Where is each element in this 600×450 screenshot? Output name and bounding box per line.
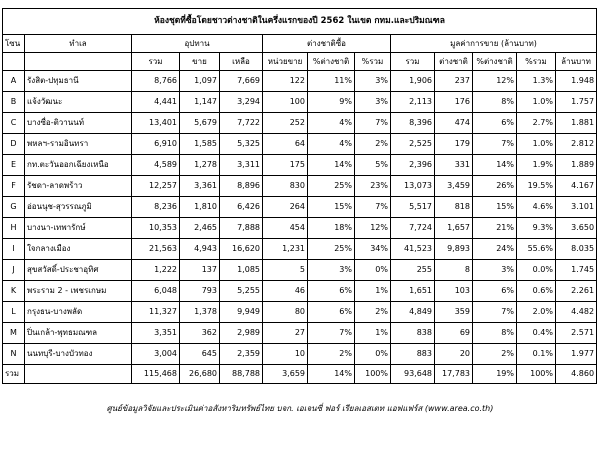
table-cell: 1,085	[220, 260, 263, 281]
table-cell: 3%	[308, 260, 355, 281]
location-name: อ่อนนุช-สุวรรณภูมิ	[25, 197, 132, 218]
table-cell: 15%	[473, 197, 517, 218]
table-row	[3, 134, 597, 155]
foreign-condo-table	[2, 8, 597, 384]
table-cell: 23%	[355, 176, 391, 197]
total-cell: 93,648	[391, 365, 435, 384]
zone-code: J	[3, 260, 25, 281]
zone-code: D	[3, 134, 25, 155]
table-cell: 7%	[473, 302, 517, 323]
total-cell: 100%	[355, 365, 391, 384]
table-cell: 793	[180, 281, 220, 302]
table-row	[3, 344, 597, 365]
table-cell: 3,459	[435, 176, 473, 197]
location-name: บางซื่อ-ติวานนท์	[25, 113, 132, 134]
table-cell: 14%	[308, 155, 355, 176]
table-cell: 9%	[308, 92, 355, 113]
table-cell: 1%	[355, 281, 391, 302]
zone-code: K	[3, 281, 25, 302]
table-cell: 1.881	[556, 113, 597, 134]
table-cell: 5,517	[391, 197, 435, 218]
table-cell: 176	[435, 92, 473, 113]
table-cell: 26%	[473, 176, 517, 197]
table-cell: 5,325	[220, 134, 263, 155]
table-cell: 3,351	[132, 323, 180, 344]
table-cell: 6,426	[220, 197, 263, 218]
table-cell: 8,236	[132, 197, 180, 218]
table-cell: 2,359	[220, 344, 263, 365]
table-cell: 64	[263, 134, 308, 155]
table-cell: 21%	[473, 218, 517, 239]
table-cell: 6,048	[132, 281, 180, 302]
table-cell: 6%	[473, 281, 517, 302]
table-cell: 7,724	[391, 218, 435, 239]
table-row	[3, 323, 597, 344]
table-row	[3, 239, 597, 260]
header-foreign-buy: ต่างชาติซื้อ	[263, 35, 391, 53]
total-cell: 19%	[473, 365, 517, 384]
table-cell: 7,888	[220, 218, 263, 239]
table-cell: 13,401	[132, 113, 180, 134]
total-row	[3, 365, 597, 384]
table-cell: 103	[435, 281, 473, 302]
table-row	[3, 302, 597, 323]
table-cell: 2,525	[391, 134, 435, 155]
header-zone: โซน	[3, 35, 25, 53]
table-cell: 11,327	[132, 302, 180, 323]
location-name: นนทบุรี-บางบัวทอง	[25, 344, 132, 365]
table-cell: 7,669	[220, 71, 263, 92]
table-cell: 2,465	[180, 218, 220, 239]
zone-code: N	[3, 344, 25, 365]
table-cell: 80	[263, 302, 308, 323]
table-cell: 1.0%	[517, 92, 556, 113]
table-cell: 4.6%	[517, 197, 556, 218]
location-name: พหลฯ-รามอินทรา	[25, 134, 132, 155]
table-cell: 179	[435, 134, 473, 155]
table-cell: 2.571	[556, 323, 597, 344]
table-cell: 9,893	[435, 239, 473, 260]
header-sold: ขาย	[180, 53, 220, 71]
table-row	[3, 113, 597, 134]
header-blank	[25, 53, 132, 71]
location-name: รังสิต-ปทุมธานี	[25, 71, 132, 92]
table-cell: 3.650	[556, 218, 597, 239]
table-cell: 0%	[355, 260, 391, 281]
table-row	[3, 155, 597, 176]
table-cell: 4,849	[391, 302, 435, 323]
zone-code: L	[3, 302, 25, 323]
table-cell: 3%	[473, 260, 517, 281]
table-cell: 34%	[355, 239, 391, 260]
table-cell: 18%	[308, 218, 355, 239]
table-cell: 2.7%	[517, 113, 556, 134]
table-cell: 12%	[355, 218, 391, 239]
table-cell: 0%	[355, 344, 391, 365]
header-val-total: รวม	[391, 53, 435, 71]
location-name: ปิ่นเกล้า-พุทธมณฑล	[25, 323, 132, 344]
table-cell: 362	[180, 323, 220, 344]
table-row	[3, 281, 597, 302]
table-cell: 2%	[473, 344, 517, 365]
zone-code: M	[3, 323, 25, 344]
table-row	[3, 218, 597, 239]
table-title: ห้องชุดที่ซื้อโดยชาวต่างชาติในครึ่งแรกของปี 2562 ในเขต กทม.และปริมณฑล	[3, 9, 597, 35]
table-cell: 6%	[308, 281, 355, 302]
table-cell: 19.5%	[517, 176, 556, 197]
table-cell: 41,523	[391, 239, 435, 260]
table-cell: 4%	[308, 134, 355, 155]
table-cell: 5,679	[180, 113, 220, 134]
table-cell: 55.6%	[517, 239, 556, 260]
table-body	[3, 71, 597, 365]
table-cell: 474	[435, 113, 473, 134]
header-million-baht: ล้านบาท	[556, 53, 597, 71]
table-cell: 1,906	[391, 71, 435, 92]
table-cell: 1.948	[556, 71, 597, 92]
table-cell: 6%	[308, 302, 355, 323]
table-cell: 883	[391, 344, 435, 365]
header-blank	[3, 53, 25, 71]
table-cell: 1%	[355, 323, 391, 344]
table-cell: 645	[180, 344, 220, 365]
total-cell: 17,783	[435, 365, 473, 384]
table-cell: 252	[263, 113, 308, 134]
table-cell: 2,113	[391, 92, 435, 113]
table-cell: 2.0%	[517, 302, 556, 323]
zone-code: F	[3, 176, 25, 197]
table-cell: 8%	[473, 323, 517, 344]
table-cell: 4.167	[556, 176, 597, 197]
table-cell: 8%	[473, 92, 517, 113]
table-cell: 0.4%	[517, 323, 556, 344]
zone-code: A	[3, 71, 25, 92]
header-val-pct-foreign: %ต่างชาติ	[473, 53, 517, 71]
table-cell: 3%	[355, 92, 391, 113]
table-cell: 4,589	[132, 155, 180, 176]
table-cell: 4%	[308, 113, 355, 134]
location-name: ใจกลางเมือง	[25, 239, 132, 260]
table-cell: 6%	[473, 113, 517, 134]
table-cell: 12%	[473, 71, 517, 92]
table-cell: 838	[391, 323, 435, 344]
total-cell: 88,788	[220, 365, 263, 384]
table-cell: 14%	[473, 155, 517, 176]
table-cell: 4,943	[180, 239, 220, 260]
table-cell: 20	[435, 344, 473, 365]
table-cell: 264	[263, 197, 308, 218]
table-cell: 10	[263, 344, 308, 365]
header-total: รวม	[132, 53, 180, 71]
table-row	[3, 197, 597, 218]
table-cell: 3,361	[180, 176, 220, 197]
header-units-sold: หน่วยขาย	[263, 53, 308, 71]
table-cell: 454	[263, 218, 308, 239]
header-pct-total: %รวม	[355, 53, 391, 71]
zone-code: G	[3, 197, 25, 218]
table-cell: 8,896	[220, 176, 263, 197]
table-row	[3, 260, 597, 281]
table-cell: 1.889	[556, 155, 597, 176]
table-cell: 5%	[355, 155, 391, 176]
table-cell: 1.745	[556, 260, 597, 281]
table-cell: 2.261	[556, 281, 597, 302]
table-cell: 8.035	[556, 239, 597, 260]
table-cell: 1.0%	[517, 134, 556, 155]
table-cell: 1,585	[180, 134, 220, 155]
table-cell: 8,396	[391, 113, 435, 134]
table-cell: 3,294	[220, 92, 263, 113]
table-cell: 16,620	[220, 239, 263, 260]
table-cell: 15%	[308, 197, 355, 218]
zone-code: B	[3, 92, 25, 113]
header-remain: เหลือ	[220, 53, 263, 71]
total-cell: 115,468	[132, 365, 180, 384]
table-cell: 1,278	[180, 155, 220, 176]
table-cell: 122	[263, 71, 308, 92]
table-cell: 69	[435, 323, 473, 344]
table-cell: 1.757	[556, 92, 597, 113]
table-cell: 11%	[308, 71, 355, 92]
table-cell: 7%	[355, 197, 391, 218]
table-cell: 8,766	[132, 71, 180, 92]
table-cell: 24%	[473, 239, 517, 260]
table-cell: 21,563	[132, 239, 180, 260]
table-cell: 1,222	[132, 260, 180, 281]
table-cell: 8	[435, 260, 473, 281]
table-cell: 1.977	[556, 344, 597, 365]
table-cell: 2%	[355, 134, 391, 155]
table-cell: 0.6%	[517, 281, 556, 302]
zone-code: E	[3, 155, 25, 176]
total-blank	[25, 365, 132, 384]
table-cell: 6,910	[132, 134, 180, 155]
table-cell: 1.3%	[517, 71, 556, 92]
table-cell: 9,949	[220, 302, 263, 323]
header-val-pct-total: %รวม	[517, 53, 556, 71]
table-cell: 1,810	[180, 197, 220, 218]
total-cell: 14%	[308, 365, 355, 384]
table-cell: 237	[435, 71, 473, 92]
location-name: รัชดา-ลาดพร้าว	[25, 176, 132, 197]
location-name: บางนา-เทพารักษ์	[25, 218, 132, 239]
table-row	[3, 92, 597, 113]
table-cell: 359	[435, 302, 473, 323]
header-val-foreign: ต่างชาติ	[435, 53, 473, 71]
location-name: พระราม 2 - เพชรเกษม	[25, 281, 132, 302]
table-cell: 818	[435, 197, 473, 218]
table-cell: 13,073	[391, 176, 435, 197]
table-cell: 100	[263, 92, 308, 113]
table-cell: 3,004	[132, 344, 180, 365]
table-cell: 1,231	[263, 239, 308, 260]
table-cell: 25%	[308, 176, 355, 197]
table-cell: 7%	[355, 113, 391, 134]
table-cell: 46	[263, 281, 308, 302]
location-name: กรุงธน-บางพลัด	[25, 302, 132, 323]
total-cell: 4.860	[556, 365, 597, 384]
table-cell: 27	[263, 323, 308, 344]
total-cell: 100%	[517, 365, 556, 384]
table-cell: 2.812	[556, 134, 597, 155]
zone-code: C	[3, 113, 25, 134]
table-cell: 1,657	[435, 218, 473, 239]
table-cell: 7%	[308, 323, 355, 344]
source-footer: ศูนย์ข้อมูลวิจัยและประเมินค่าอสังหาริมทรัพย์ไทย บจก. เอเจนซี่ ฟอร์ เรียลเอสเตท แอฟแฟร์ส (www.area.co.th)	[106, 404, 494, 413]
total-cell: 3,659	[263, 365, 308, 384]
total-cell: 26,680	[180, 365, 220, 384]
table-cell: 3.101	[556, 197, 597, 218]
table-cell: 5,255	[220, 281, 263, 302]
table-cell: 255	[391, 260, 435, 281]
table-cell: 2%	[308, 344, 355, 365]
header-pct-foreign: %ต่างชาติ	[308, 53, 355, 71]
table-cell: 137	[180, 260, 220, 281]
table-cell: 9.3%	[517, 218, 556, 239]
table-cell: 10,353	[132, 218, 180, 239]
table-cell: 4,441	[132, 92, 180, 113]
table-cell: 1,147	[180, 92, 220, 113]
zone-code: I	[3, 239, 25, 260]
zone-code: H	[3, 218, 25, 239]
table-cell: 830	[263, 176, 308, 197]
location-name: สุขสวัสดิ์-ประชาอุทิศ	[25, 260, 132, 281]
table-cell: 331	[435, 155, 473, 176]
table-cell: 1,097	[180, 71, 220, 92]
table-cell: 1.9%	[517, 155, 556, 176]
table-cell: 3,311	[220, 155, 263, 176]
table-cell: 3%	[355, 71, 391, 92]
table-cell: 1,651	[391, 281, 435, 302]
table-cell: 175	[263, 155, 308, 176]
table-cell: 5	[263, 260, 308, 281]
table-cell: 1,378	[180, 302, 220, 323]
table-cell: 7%	[473, 134, 517, 155]
table-row	[3, 176, 597, 197]
location-name: กท.ตะวันออกเฉียงเหนือ	[25, 155, 132, 176]
table-row	[3, 71, 597, 92]
table-cell: 12,257	[132, 176, 180, 197]
table-cell: 4.482	[556, 302, 597, 323]
table-cell: 0.1%	[517, 344, 556, 365]
header-sales-value: มูลค่าการขาย (ล้านบาท)	[391, 35, 597, 53]
table-cell: 2,396	[391, 155, 435, 176]
header-supply: อุปทาน	[132, 35, 263, 53]
location-name: แจ้งวัฒนะ	[25, 92, 132, 113]
table-cell: 0.0%	[517, 260, 556, 281]
header-location: ทำเล	[25, 35, 132, 53]
total-label: รวม	[3, 365, 25, 384]
table-cell: 2%	[355, 302, 391, 323]
table-cell: 25%	[308, 239, 355, 260]
table-cell: 2,989	[220, 323, 263, 344]
table-cell: 7,722	[220, 113, 263, 134]
